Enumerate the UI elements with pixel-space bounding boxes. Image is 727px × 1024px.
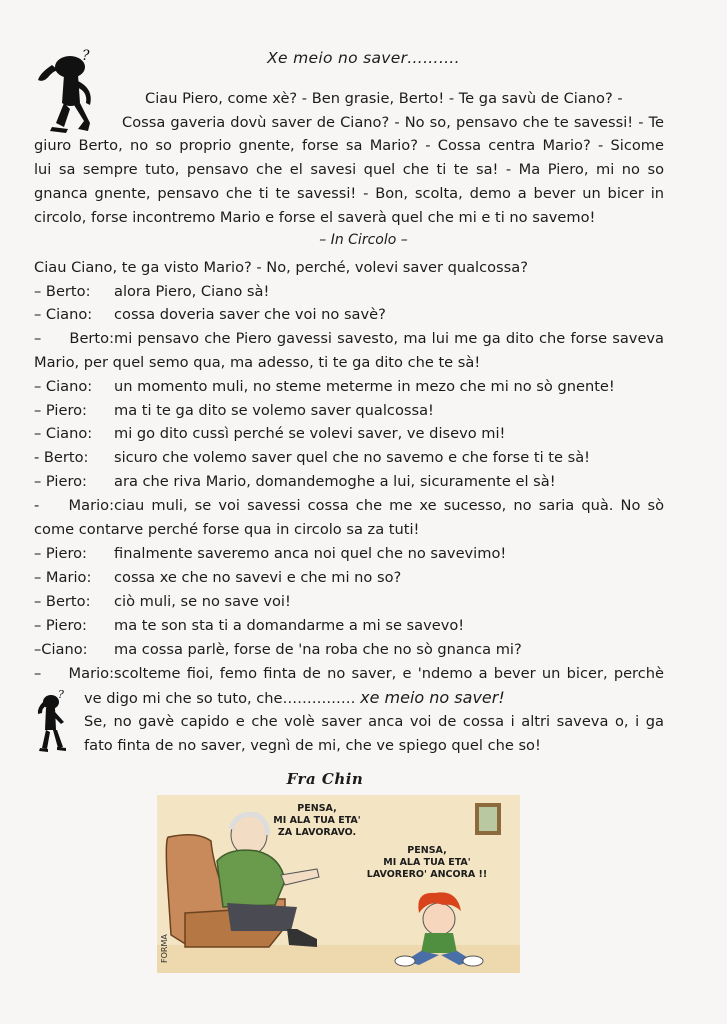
- speaker: – Mario:: [34, 665, 114, 682]
- bubble-left-line-2: MI ALA TUA ETA': [273, 815, 361, 826]
- speaker: – Piero:: [34, 473, 87, 490]
- line-text: scolteme fioi, femo finta de no saver, e 'ndemo a bever un bicer, perchè: [114, 665, 664, 682]
- bubble-right-line-2: MI ALA TUA ETA': [383, 857, 471, 868]
- line-text: mi go dito cussì perché se volevi saver, ve disevo mi!: [114, 425, 506, 442]
- dialogue-line: [34, 470, 556, 494]
- line-text: ara che riva Mario, domandemoghe a lui, sicuramente el sà!: [114, 473, 556, 490]
- speaker: – Ciano:: [34, 306, 93, 323]
- artist-signature: FORMA: [160, 934, 169, 963]
- speaker: – Ciano:: [34, 378, 93, 395]
- bubble-right-line-3: LAVORERO' ANCORA !!: [366, 869, 488, 880]
- speaker: – Piero:: [34, 545, 87, 562]
- dialogue-line: [34, 590, 291, 614]
- line-text: un momento muli, no steme meterme in mezo che mi no sò gnente!: [114, 378, 615, 395]
- speaker: – Ciano:: [34, 425, 93, 442]
- speaker: - Berto:: [34, 449, 89, 466]
- speaker: – Piero:: [34, 402, 87, 419]
- bubble-left-line-3: ZA LAVORAVO.: [277, 827, 357, 838]
- thinking-figure-small-icon: [32, 686, 74, 756]
- line-text: ciò muli, se no save voi!: [114, 593, 291, 610]
- intro-line-5: gnanca gnente, pensavo che ti te savessi! - Bon, scolta, demo a bever un bicer in: [34, 185, 664, 202]
- intro-line-2: Cossa gaveria dovù saver de Ciano? - No so, pensavo che te savessi! - Te: [122, 114, 664, 131]
- dialogue-line: [34, 662, 664, 686]
- dialogue-line: [34, 638, 522, 662]
- line-text: Mario, per quel semo qua, ma adesso, ti te ga dito che te sà!: [34, 354, 481, 371]
- speaker: - Mario:: [34, 497, 114, 514]
- line-text: cossa doveria saver che voi no savè?: [114, 306, 386, 323]
- dialogue-line: [34, 542, 506, 566]
- line-text: come contarve perché forse qua in circolo sa za tuti!: [34, 521, 420, 538]
- bubble-left-line-1: PENSA,: [297, 803, 337, 814]
- line-text: sicuro che volemo saver quel che no savemo e che forse ti te sà!: [114, 449, 591, 466]
- dialogue-line: [34, 614, 464, 638]
- author-signature: Fra Chin: [286, 770, 364, 788]
- document-title: Xe meio no saver……….: [267, 49, 460, 67]
- bubble-right-line-1: PENSA,: [407, 845, 447, 856]
- dialogue-line: [34, 446, 590, 470]
- line-text: alora Piero, Ciano sà!: [114, 283, 270, 300]
- intro-line-1: Ciau Piero, come xè? - Ben grasie, Berto! - Te ga savù de Ciano? -: [145, 90, 623, 107]
- dialogue-line: [34, 327, 664, 351]
- dialogue-line: [34, 280, 269, 304]
- dialogue-line: [34, 494, 664, 518]
- cartoon-image: [157, 795, 520, 973]
- line-text: ma te son sta ti a domandarme a mi se savevo!: [114, 617, 465, 634]
- dialogue-continuation: [34, 518, 419, 542]
- svg-text:?: ?: [58, 688, 64, 701]
- svg-text:?: ?: [82, 48, 90, 64]
- intro-line-6: circolo, forse incontremo Mario e forse el saverà quel che mi e ti no savemo!: [34, 209, 596, 226]
- line-text: ma cossa parlè, forse de 'na roba che no sò gnanca mi?: [114, 641, 522, 658]
- line-text: cossa xe che no savevi e che mi no so?: [114, 569, 402, 586]
- dialogue-line: [34, 422, 505, 446]
- speaker: – Berto:: [34, 593, 91, 610]
- speaker: – Berto:: [34, 330, 114, 347]
- closing-line: [84, 686, 505, 711]
- outro-line-2: fato finta de no saver, vegnì de mi, che ve spiego quel che so!: [84, 737, 541, 754]
- speaker: – Mario:: [34, 569, 92, 586]
- line-text: ciau muli, se voi savessi cossa che me xe sucesso, no saria quà. No sò: [114, 497, 664, 514]
- dialogue-line: [34, 566, 401, 590]
- dialogue-line: [34, 375, 615, 399]
- line-text: finalmente saveremo anca noi quel che no savevimo!: [114, 545, 507, 562]
- speaker: – Piero:: [34, 617, 87, 634]
- speaker: –Ciano:: [34, 641, 88, 658]
- dialogue-continuation: [34, 351, 480, 375]
- line-text: ma ti te ga dito se volemo saver qualcossa!: [114, 402, 434, 419]
- intro-line-4: lui sa sempre tuto, pensavo che el savesi quel che ti te sa! - Ma Piero, mi no so: [34, 161, 664, 178]
- dialogue-line: [34, 303, 386, 327]
- speaker: – Berto:: [34, 283, 91, 300]
- dialogue-opening: Ciau Ciano, te ga visto Mario? - No, perché, volevi saver qualcossa?: [34, 259, 528, 276]
- dialogue-line: [34, 399, 434, 423]
- closing-text: ve digo mi che so tuto, che……………: [84, 690, 356, 707]
- scene-heading: – In Circolo –: [319, 232, 408, 248]
- intro-line-3: giuro Berto, no so proprio gnente, forse sa Mario? - Cossa centra Mario? - Sicome: [34, 137, 664, 154]
- outro-line-1: Se, no gavè capido e che volè saver anca voi de cossa i altri saveva o, i ga: [84, 713, 664, 730]
- closing-emphasis: xe meio no saver!: [360, 688, 505, 707]
- line-text: mi pensavo che Piero gavessi savesto, ma lui me ga dito che forse saveva: [114, 330, 664, 347]
